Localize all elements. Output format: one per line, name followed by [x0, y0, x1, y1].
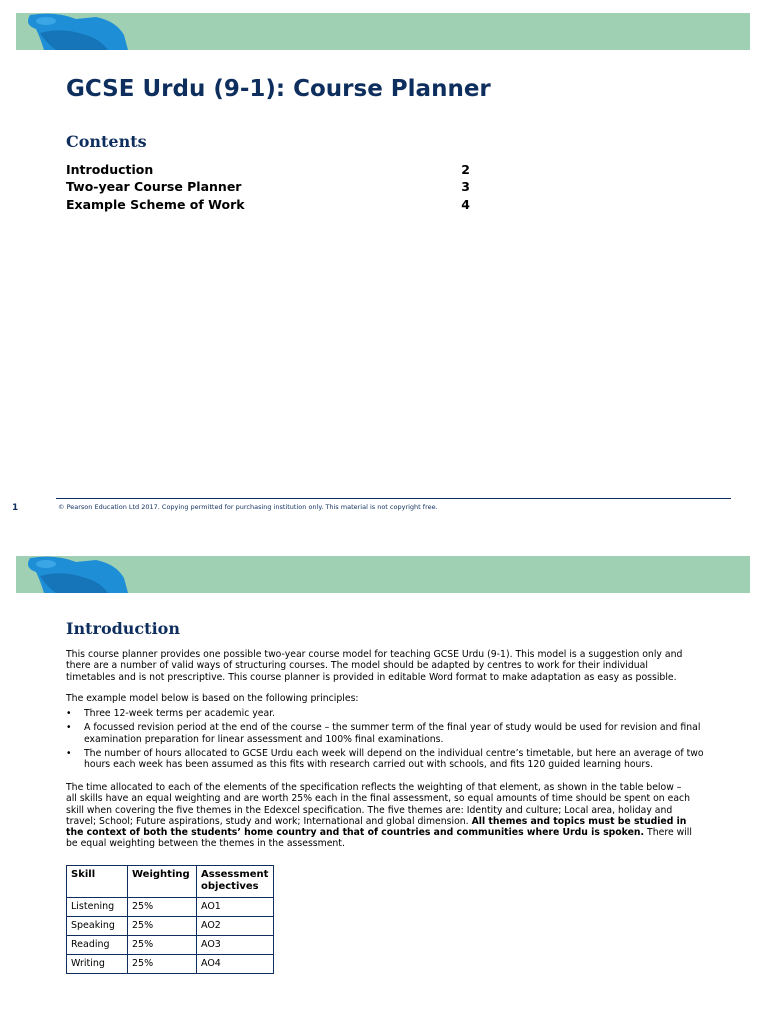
- principles-list: [66, 708, 706, 773]
- table-cell: Listening: [67, 898, 128, 917]
- toc-entry-page: 3: [461, 179, 470, 195]
- themes-emphasis: All themes and topics must be studied in the context of both the students’ home country and that of countries and communities where Urdu is spoken.: [66, 815, 687, 839]
- contents-heading: Contents: [66, 132, 147, 151]
- table-cell: AO4: [197, 955, 274, 974]
- table-row: [67, 917, 274, 936]
- toc-entry-page: 2: [461, 162, 470, 177]
- table-cell: AO1: [197, 898, 274, 917]
- skills-weighting-table: [66, 865, 274, 974]
- page-number: 1: [12, 503, 19, 513]
- list-item-text: A focussed revision period at the end of the course – the summer term of the final year of study would be used for revision and final examination preparation for linear assessment and 100% final examinations.: [84, 722, 701, 745]
- table-cell: 25%: [128, 917, 197, 936]
- weighting-tail: There will be equal weighting between the themes in the assessment.: [66, 827, 692, 850]
- table-cell: AO2: [197, 917, 274, 936]
- table-cell: AO3: [197, 936, 274, 955]
- table-cell: 25%: [128, 936, 197, 955]
- footer-divider: [56, 498, 731, 499]
- list-item: [66, 708, 706, 719]
- toc-entry[interactable]: [66, 161, 470, 178]
- principles-intro: The example model below is based on the following principles:: [66, 693, 359, 704]
- table-cell: 25%: [128, 898, 197, 917]
- intro-paragraph: This course planner provides one possible two-year course model for teaching GCSE Urdu (9-1). This model is a suggestion only and there are a number of valid ways of structuring courses. The model should be adapted by centres to work for their individual timetables and is not prescriptive. This course planner is provided in editable Word format to make adaptation as easy as possible.: [66, 649, 683, 683]
- banner-graphic-icon: [16, 13, 136, 50]
- list-item-text: The number of hours allocated to GCSE Urdu each week will depend on the individual centre’s timetable, but here an average of two hours each week has been assumed as this fits with research carried out with schools, and fits 120 guided learning hours.: [84, 747, 704, 771]
- document-title: GCSE Urdu (9-1): Course Planner: [66, 76, 491, 102]
- toc-entry-label: Introduction: [66, 162, 154, 177]
- list-item-text: Three 12-week terms per academic year.: [84, 708, 276, 719]
- weighting-text: The time allocated to each of the elements of the specification reflects the weighting of that element, as shown in the table below – all skills have an equal weighting and are worth 25% each in the final assessment, so equal amounts of time should be spent on each skill when covering the five themes in the Edexcel specification. The five themes are: Identity and culture; Local area, holiday and travel; School; Future aspirations, study and work; International and global dimension.: [66, 782, 691, 827]
- introduction-heading: Introduction: [66, 619, 180, 638]
- toc-entry[interactable]: [66, 196, 470, 213]
- table-row: [67, 955, 274, 974]
- bullet-icon: •: [66, 722, 72, 734]
- list-item: [66, 748, 706, 771]
- footer-copyright: © Pearson Education Ltd 2017. Copying permitted for purchasing institution only. This material is not copyright free.: [58, 503, 438, 511]
- column-header-skill: Skill: [67, 866, 128, 898]
- toc-entry-label: Two-year Course Planner: [66, 179, 242, 195]
- table-cell: Reading: [67, 936, 128, 955]
- column-header-weighting: Weighting: [128, 866, 197, 898]
- list-item: [66, 722, 706, 745]
- toc-entry-page: 4: [461, 196, 470, 212]
- table-cell: Writing: [67, 955, 128, 974]
- table-row: [67, 936, 274, 955]
- header-banner: [16, 556, 750, 593]
- table-cell: 25%: [128, 955, 197, 974]
- table-cell: Speaking: [67, 917, 128, 936]
- column-header-objectives: Assessment objectives: [197, 866, 274, 898]
- weighting-paragraph: [66, 782, 694, 850]
- table-row: [67, 898, 274, 917]
- table-of-contents: [66, 161, 470, 213]
- table-header-row: [67, 866, 274, 898]
- header-banner: [16, 13, 750, 50]
- bullet-icon: •: [66, 708, 72, 719]
- toc-entry-label: Example Scheme of Work: [66, 196, 245, 212]
- banner-graphic-icon: [16, 556, 136, 593]
- toc-entry[interactable]: [66, 178, 470, 195]
- bullet-icon: •: [66, 747, 72, 759]
